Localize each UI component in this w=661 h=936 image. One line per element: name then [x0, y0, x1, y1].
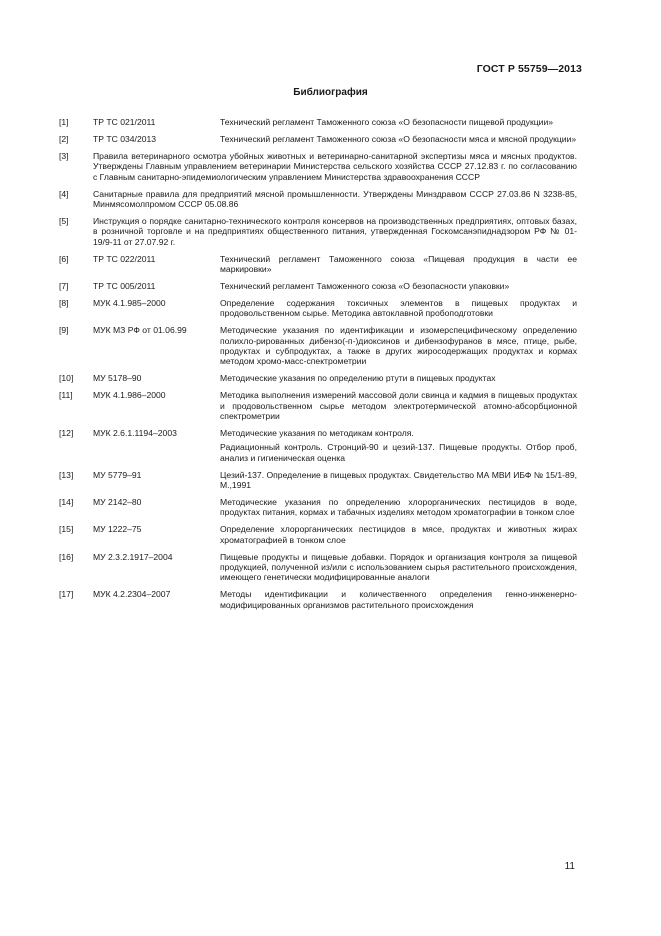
entry-code: МУК 4.1.986–2000: [93, 390, 166, 401]
entry-paragraph: Пищевые продукты и пищевые добавки. Порядок и организация контроля за пищевой продукцией, полученной из/или с использованием сырья растительного происхождения, имеющего генетически модифицированные аналоги: [220, 551, 577, 583]
entry-paragraph: Технический регламент Таможенного союза «О безопасности мяса и мясной продукции»: [220, 133, 577, 144]
entry-number: [16]: [59, 551, 74, 562]
standard-designation: ГОСТ Р 55759—2013: [476, 63, 582, 75]
entry-description: [220, 390, 577, 421]
bibliography-entry: [59, 373, 577, 383]
entry-description: [220, 298, 577, 319]
entry-paragraph: Определение хлорорганических пестицидов в мясе, продуктах и животных жирах хроматографией в тонком слое: [220, 524, 577, 545]
entry-paragraph: Технический регламент Таможенного союза «Пищевая продукция в части ее маркировки»: [220, 253, 577, 274]
bibliography-entry: [59, 524, 577, 545]
entry-number: [13]: [59, 469, 74, 480]
entry-code: МУК 4.2.2304–2007: [93, 589, 171, 600]
entry-number: [15]: [59, 524, 74, 535]
entry-paragraph: Методические указания по идентификации и изомерспецифическому определению полихло-рированных дибензо(-п-)диоксинов и дибензофуранов в мясе, птице, рыбе, продуктах и субпродуктах, а также в других жиросодержащих продуктах и кормах методом хромо-масс-спектрометрии: [220, 325, 577, 367]
entry-description: [220, 117, 577, 127]
bibliography-list: [59, 117, 577, 617]
page-number: 11: [564, 861, 575, 872]
entry-paragraph: Технический регламент Таможенного союза «О безопасности упаковки»: [220, 280, 510, 291]
entry-description: [220, 134, 577, 144]
bibliography-entry: [59, 134, 577, 144]
entry-code: ТР ТС 005/2011: [93, 280, 156, 291]
entry-description: [220, 552, 577, 583]
bibliography-entry: [59, 470, 577, 491]
entry-number: [7]: [59, 280, 69, 291]
entry-description: [93, 189, 577, 210]
entry-number: [11]: [59, 390, 73, 401]
entry-paragraph: Санитарные правила для предприятий мясной промышленности. Утверждены Минздравом СССР 27.03.86 N 3238-85, Минмясомолпромом СССР 05.08.86: [93, 188, 577, 209]
bibliography-title: Библиография: [293, 87, 368, 98]
entry-paragraph: Радиационный контроль. Стронций-90 и цезий-137. Пищевые продукты. Отбор проб, анализ и гигиеническая оценка: [220, 442, 577, 463]
entry-code: МУК МЗ РФ от 01.06.99: [93, 325, 187, 336]
entry-paragraph: Определение содержания токсичных элементов в пищевых продуктах и продовольственном сырье. Методика автоклавной пробоподготовки: [220, 297, 577, 319]
entry-number: [14]: [59, 496, 74, 507]
entry-description: [220, 281, 577, 291]
bibliography-entry: [59, 216, 577, 247]
entry-code: ТР ТС 021/2011: [93, 117, 156, 127]
entry-number: [9]: [59, 325, 69, 336]
bibliography-entry: [59, 281, 577, 291]
entry-code: МУК 2.6.1.1194–2003: [93, 427, 177, 438]
entry-number: [12]: [59, 427, 74, 438]
bibliography-entry: [59, 254, 577, 275]
entry-description: [220, 470, 577, 491]
bibliography-entry: [59, 390, 577, 421]
entry-description: [220, 497, 577, 518]
bibliography-entry: [59, 117, 577, 127]
entry-paragraph: Методические указания по методикам контроля.: [220, 427, 414, 438]
bibliography-entry: [59, 552, 577, 583]
entry-number: [3]: [59, 150, 69, 161]
entry-number: [10]: [59, 373, 74, 384]
entry-paragraph: Методические указания по определению ртути в пищевых продуктах: [220, 373, 496, 384]
entry-paragraph: Методические указания по определению хлорорганических пестицидов в воде, продуктах питания, кормах и табачных изделиях методом хроматографии в тонком слое: [220, 496, 577, 518]
entry-code: МУ 2.3.2.1917–2004: [93, 551, 173, 562]
entry-description: [220, 325, 577, 367]
entry-code: МУ 5178–90: [93, 373, 142, 384]
entry-number: [5]: [59, 215, 69, 226]
entry-description: [220, 524, 577, 545]
entry-number: [1]: [59, 117, 69, 127]
entry-description: [93, 151, 577, 182]
entry-paragraph: Методы идентификации и количественного определения генно-инженерно-модифицированных организмов растительного происхождения: [220, 589, 577, 610]
entry-paragraph: Технический регламент Таможенного союза «О безопасности пищевой продукции»: [220, 117, 554, 127]
entry-description: [93, 216, 577, 247]
entry-description: [220, 254, 577, 275]
entry-code: МУ 1222–75: [93, 524, 142, 535]
entry-description: [220, 589, 577, 610]
bibliography-entry: [59, 298, 577, 319]
bibliography-entry: [59, 189, 577, 210]
bibliography-entry: [59, 428, 577, 463]
entry-number: [8]: [59, 297, 69, 308]
entry-paragraph: Цезий-137. Определение в пищевых продуктах. Свидетельство МА МВИ ИБФ № 15/1-89, М.,1991: [220, 469, 577, 490]
entry-code: МУК 4.1.985–2000: [93, 297, 166, 308]
entry-number: [4]: [59, 188, 69, 199]
entry-number: [2]: [59, 133, 69, 144]
entry-code: ТР ТС 034/2013: [93, 133, 157, 144]
entry-paragraph: Инструкция о порядке санитарно-технического контроля консервов на производственных предприятиях, оптовых базах, в розничной торговле и на предприятиях общественного питания, утвержденная Госкомсанэпиднадзором РФ № 01-19/9-11 от 27.07.92 г.: [93, 215, 577, 247]
entry-number: [17]: [59, 589, 74, 600]
bibliography-entry: [59, 497, 577, 518]
bibliography-entry: [59, 151, 577, 182]
bibliography-entry: [59, 325, 577, 367]
entry-code: ТР ТС 022/2011: [93, 253, 156, 264]
entry-description: [220, 428, 577, 463]
entry-paragraph: Правила ветеринарного осмотра убойных животных и ветеринарно-санитарной экспертизы мяса и мясных продуктов. Утверждены Главным управлением ветеринарии Министерства сельского хозяйства СССР 27.12.83 г. по согласованию с Главным санитарно-эпидемиологическим управлением Министерства здравоохранения СССР: [93, 150, 577, 182]
entry-code: МУ 5779–91: [93, 469, 142, 480]
entry-code: МУ 2142–80: [93, 496, 142, 507]
entry-description: [220, 373, 577, 383]
entry-number: [6]: [59, 253, 69, 264]
entry-paragraph: Методика выполнения измерений массовой доли свинца и кадмия в пищевых продуктах и продовольственном сырье методом электротермической атомно-абсорбционной спектрометрии: [220, 390, 577, 421]
bibliography-entry: [59, 589, 577, 610]
